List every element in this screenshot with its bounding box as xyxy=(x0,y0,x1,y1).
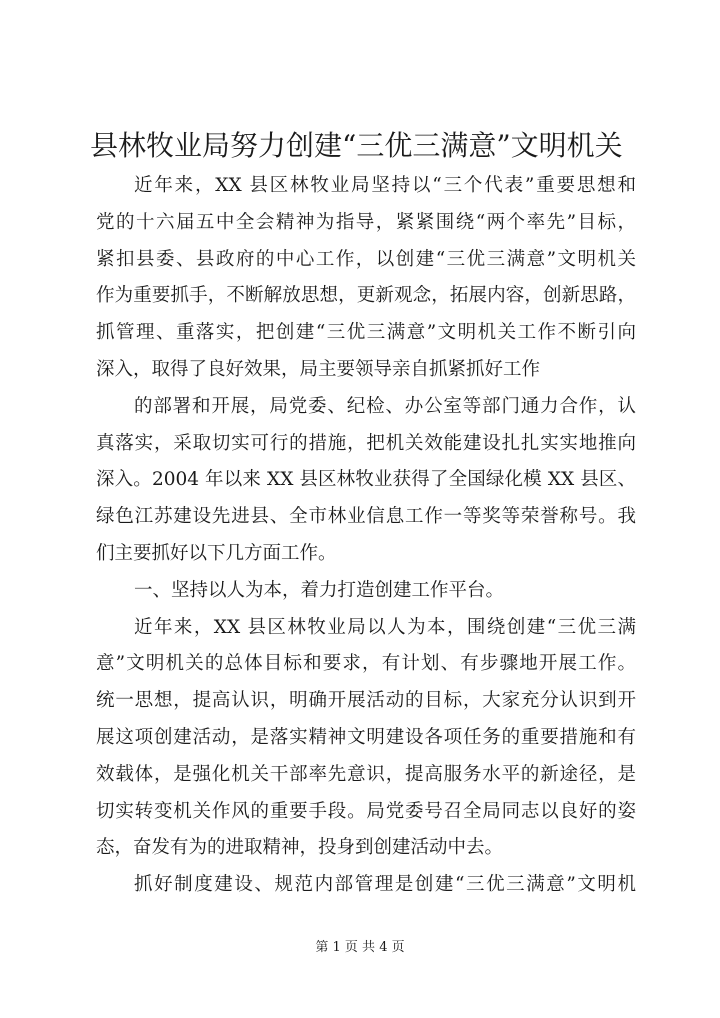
paragraph-line: 抓管理、重落实，把创建“三优三满意”文明机关工作不断引向 xyxy=(96,322,636,344)
paragraph-line: 深入，取得了良好效果，局主要领导亲自抓紧抓好工作 xyxy=(96,358,541,380)
paragraph-line: 的部署和开展，局党委、纪检、办公室等部门通力合作，认 xyxy=(134,395,636,417)
paragraph-line: 统一思想，提高认识，明确开展活动的目标，大家充分认识到开 xyxy=(96,690,636,712)
paragraph-line: 们主要抓好以下几方面工作。 xyxy=(96,542,337,564)
paragraph-line: 效载体，是强化机关干部率先意识，提高服务水平的新途径，是 xyxy=(96,763,636,785)
document-body xyxy=(96,168,636,904)
page-footer: 第 1 页 共 4 页 xyxy=(315,940,405,955)
paragraph-line: 近年来，XX 县区林牧业局坚持以“三个代表”重要思想和 xyxy=(134,175,636,196)
paragraph-line: 作为重要抓手，不断解放思想，更新观念，拓展内容，创新思路， xyxy=(96,285,636,307)
paragraph-line: 党的十六届五中全会精神为指导，紧紧围绕“两个率先”目标， xyxy=(96,211,636,233)
section-heading: 一、坚持以人为本，着力打造创建工作平台。 xyxy=(134,579,505,601)
paragraph-line: 紧扣县委、县政府的中心工作，以创建“三优三满意”文明机关 xyxy=(96,248,636,270)
paragraph-line: 真落实，采取切实可行的措施，把机关效能建设扎扎实实地推向 xyxy=(96,432,636,454)
paragraph-line: 近年来，XX 县区林牧业局以人为本，围绕创建“三优三满 xyxy=(134,616,636,638)
paragraph-line: 态，奋发有为的进取精神，投身到创建活动中去。 xyxy=(96,837,504,859)
paragraph-line: 抓好制度建设、规范内部管理是创建“三优三满意”文明机 xyxy=(134,874,636,896)
paragraph-line: 深入。2004 年以来 XX 县区林牧业获得了全国绿化模 XX 县区、 xyxy=(96,469,636,491)
paragraph-line: 意”文明机关的总体目标和要求，有计划、有步骤地开展工作。 xyxy=(96,653,636,675)
document-title: 县林牧业局努力创建“三优三满意”文明机关 xyxy=(90,129,623,162)
paragraph-line: 切实转变机关作风的重要手段。局党委号召全局同志以良好的姿 xyxy=(96,800,636,822)
paragraph-line: 绿色江苏建设先进县、全市林业信息工作一等奖等荣誉称号。我 xyxy=(96,506,636,528)
paragraph-line: 展这项创建活动，是落实精神文明建设各项任务的重要措施和有 xyxy=(96,726,636,748)
